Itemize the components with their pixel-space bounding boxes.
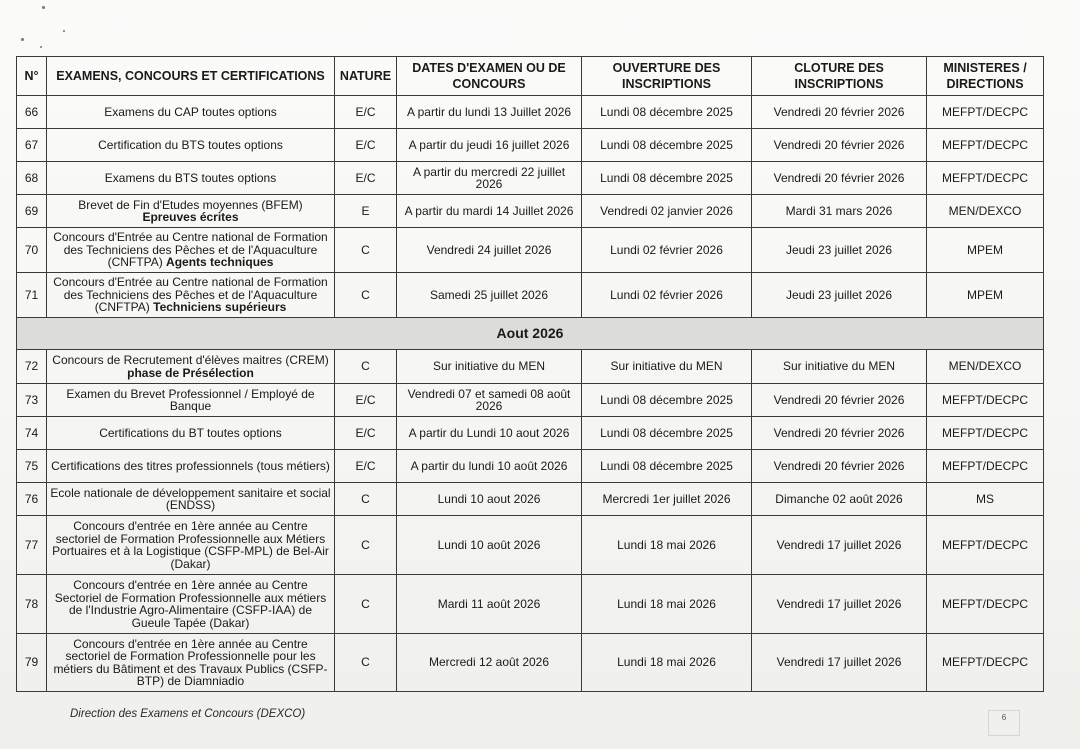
exam-name-text: Certifications des titres professionnels (tous métiers) [51,458,330,473]
table-body-july [17,96,1044,318]
exam-name-text: Brevet de Fin d'Etudes moyennes (BFEM) [78,197,303,212]
ministry: MEFPT/DECPC [927,162,1044,195]
nature: C [335,634,397,692]
table-row [17,450,1044,483]
nature: C [335,483,397,516]
exam-name-emphasis: Agents techniques [166,255,274,270]
month-row [17,318,1044,350]
exam-name [47,450,335,483]
header-num: N° [17,57,47,96]
exam-dates: A partir du mercredi 22 juillet 2026 [397,162,582,195]
row-number: 75 [17,450,47,483]
ministry: MEFPT/DECPC [927,516,1044,575]
exam-name-text: Concours d'entrée en 1ère année au Centre sectoriel de Formation Professionnelle pour les métiers du Bâtiment et des Travaux Publics (CSFP-BTP) de Diamniadio [53,636,328,688]
exam-name-text: Concours de Recrutement d'élèves maitres (CREM) [52,353,329,367]
registration-closing: Jeudi 23 juillet 2026 [752,228,927,273]
nature: E/C [335,96,397,129]
header-nature: NATURE [335,57,397,96]
table-row [17,634,1044,692]
table-row [17,228,1044,273]
registration-closing: Vendredi 20 février 2026 [752,450,927,483]
exam-name [47,417,335,450]
row-number: 78 [17,575,47,634]
exam-name-text: Concours d'Entrée au Centre national de Formation des Techniciens des Pêches et de l'Aquaculture (CNFTPA) [53,230,328,270]
exam-name [47,96,335,129]
exam-name [47,634,335,692]
registration-opening: Lundi 08 décembre 2025 [582,129,752,162]
table-row [17,96,1044,129]
row-number: 74 [17,417,47,450]
exam-name-text: Certifications du BT toutes options [99,425,282,440]
exam-name [47,350,335,384]
nature: E/C [335,129,397,162]
row-number: 66 [17,96,47,129]
registration-opening: Lundi 08 décembre 2025 [582,96,752,129]
row-number: 69 [17,195,47,228]
header-dates: DATES D'EXAMEN OU DE CONCOURS [397,57,582,96]
row-number: 71 [17,273,47,318]
exam-name-text: Examens du CAP toutes options [104,104,277,119]
exam-name-text: Concours d'entrée en 1ère année au Centre sectoriel de Formation Professionnelle aux Métiers Portuaires et à la Logistique (CSFP-MPL) de Bel-Air (Dakar) [52,519,329,571]
exam-dates: Mercredi 12 août 2026 [397,634,582,692]
ministry: MEFPT/DECPC [927,634,1044,692]
exam-name [47,273,335,318]
registration-closing: Mardi 31 mars 2026 [752,195,927,228]
table-row [17,350,1044,384]
exam-name [47,195,335,228]
exam-name-text: Concours d'entrée en 1ère année au Centre Sectoriel de Formation Professionnelle aux métiers de l'Industrie Agro-Alimentaire (CSFP-IAA) de Gueule Tapée (Dakar) [54,578,327,630]
table-body-august [17,350,1044,692]
table-header-row [17,57,1044,96]
exam-name [47,575,335,634]
registration-closing: Vendredi 17 juillet 2026 [752,575,927,634]
table-row [17,384,1044,417]
row-number: 77 [17,516,47,575]
ministry: MPEM [927,273,1044,318]
registration-closing: Vendredi 20 février 2026 [752,384,927,417]
nature: C [335,575,397,634]
nature: C [335,273,397,318]
footer-text: Direction des Examens et Concours (DEXCO) [70,708,306,720]
row-number: 68 [17,162,47,195]
nature: C [335,350,397,384]
scan-speck [40,46,42,48]
ministry: MEFPT/DECPC [927,384,1044,417]
exam-name-text: Ecole nationale de développement sanitaire et social (ENDSS) [50,485,331,512]
registration-opening: Lundi 08 décembre 2025 [582,450,752,483]
nature: C [335,228,397,273]
scan-speck [21,38,24,41]
registration-closing: Vendredi 20 février 2026 [752,129,927,162]
nature: E/C [335,450,397,483]
exam-name-emphasis: Epreuves écrites [142,210,239,224]
exam-dates: A partir du Lundi 10 aout 2026 [397,417,582,450]
header-exam: EXAMENS, CONCOURS ET CERTIFICATIONS [47,57,335,96]
exam-name-text: Examen du Brevet Professionnel / Employé de Banque [66,386,315,413]
exam-dates: Mardi 11 août 2026 [397,575,582,634]
exam-dates: A partir du lundi 13 Juillet 2026 [397,96,582,129]
exam-dates: Lundi 10 aout 2026 [397,483,582,516]
ministry: MS [927,483,1044,516]
exam-name [47,483,335,516]
exam-dates: Vendredi 24 juillet 2026 [397,228,582,273]
registration-opening: Lundi 08 décembre 2025 [582,417,752,450]
table-row [17,129,1044,162]
ministry: MEFPT/DECPC [927,575,1044,634]
exam-dates: A partir du lundi 10 août 2026 [397,450,582,483]
registration-opening: Lundi 08 décembre 2025 [582,162,752,195]
row-number: 73 [17,384,47,417]
ministry: MEFPT/DECPC [927,129,1044,162]
table-row [17,417,1044,450]
ministry: MEFPT/DECPC [927,450,1044,483]
month-label: Aout 2026 [17,318,1044,350]
exam-dates: Samedi 25 juillet 2026 [397,273,582,318]
table-row [17,483,1044,516]
row-number: 72 [17,350,47,384]
exam-dates: A partir du jeudi 16 juillet 2026 [397,129,582,162]
scan-speck [42,6,45,9]
ministry: MEN/DEXCO [927,195,1044,228]
exam-name-emphasis: Techniciens supérieurs [153,300,287,315]
row-number: 79 [17,634,47,692]
registration-closing: Vendredi 20 février 2026 [752,162,927,195]
table-month-section [17,318,1044,350]
ministry: MEN/DEXCO [927,350,1044,384]
table-row [17,162,1044,195]
nature: E [335,195,397,228]
registration-opening: Lundi 08 décembre 2025 [582,384,752,417]
table-row [17,516,1044,575]
exam-dates: Vendredi 07 et samedi 08 août 2026 [397,384,582,417]
registration-closing: Vendredi 20 février 2026 [752,96,927,129]
exam-name [47,516,335,575]
nature: E/C [335,162,397,195]
registration-closing: Dimanche 02 août 2026 [752,483,927,516]
exam-name-emphasis: phase de Présélection [127,365,254,380]
registration-opening: Lundi 18 mai 2026 [582,634,752,692]
exam-schedule-table [16,56,1044,692]
registration-opening: Mercredi 1er juillet 2026 [582,483,752,516]
nature: E/C [335,384,397,417]
exam-name [47,228,335,273]
exam-name [47,129,335,162]
exam-name [47,162,335,195]
page-number: 6 [988,710,1020,736]
registration-opening: Lundi 18 mai 2026 [582,575,752,634]
table-row [17,575,1044,634]
table-row [17,273,1044,318]
exam-name [47,384,335,417]
exam-name-text: Examens du BTS toutes options [104,170,277,185]
ministry: MEFPT/DECPC [927,96,1044,129]
ministry: MEFPT/DECPC [927,417,1044,450]
registration-opening: Lundi 02 février 2026 [582,273,752,318]
exam-dates: Lundi 10 août 2026 [397,516,582,575]
registration-closing: Vendredi 17 juillet 2026 [752,634,927,692]
registration-opening: Sur initiative du MEN [582,350,752,384]
registration-opening: Lundi 18 mai 2026 [582,516,752,575]
nature: E/C [335,417,397,450]
registration-opening: Vendredi 02 janvier 2026 [582,195,752,228]
nature: C [335,516,397,575]
registration-closing: Jeudi 23 juillet 2026 [752,273,927,318]
row-number: 70 [17,228,47,273]
header-cloture: CLOTURE DES INSCRIPTIONS [752,57,927,96]
scan-speck [63,30,65,32]
registration-closing: Vendredi 17 juillet 2026 [752,516,927,575]
exam-dates: A partir du mardi 14 Juillet 2026 [397,195,582,228]
registration-closing: Vendredi 20 février 2026 [752,417,927,450]
exam-dates: Sur initiative du MEN [397,350,582,384]
registration-closing: Sur initiative du MEN [752,350,927,384]
header-ministere: MINISTERES / DIRECTIONS [927,57,1044,96]
registration-opening: Lundi 02 février 2026 [582,228,752,273]
exam-name-text: Certification du BTS toutes options [98,137,283,152]
header-ouverture: OUVERTURE DES INSCRIPTIONS [582,57,752,96]
ministry: MPEM [927,228,1044,273]
table-row [17,195,1044,228]
row-number: 76 [17,483,47,516]
row-number: 67 [17,129,47,162]
exam-name-text: Concours d'Entrée au Centre national de Formation des Techniciens des Pêches et de l'Aquaculture (CNFTPA) [53,275,328,315]
